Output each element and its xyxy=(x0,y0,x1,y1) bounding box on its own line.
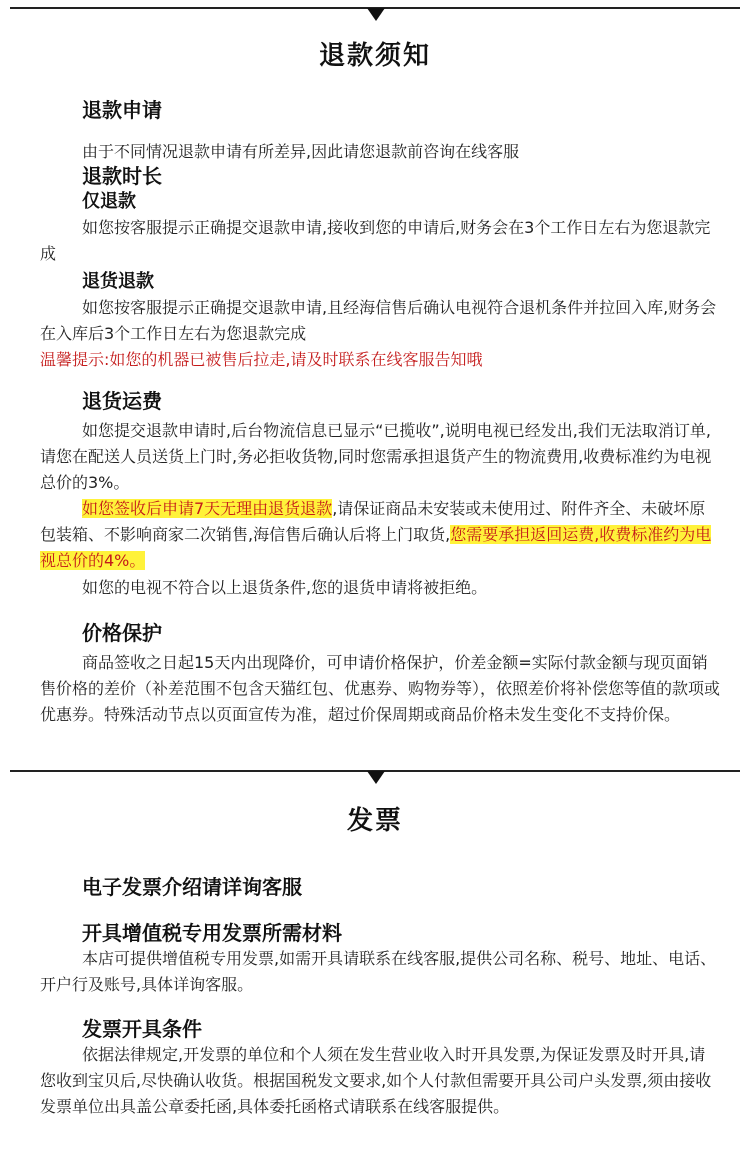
e-invoice-heading: 电子发票介绍请详询客服 xyxy=(82,875,302,899)
down-triangle-icon xyxy=(367,8,385,21)
refund-duration-heading: 退款时长 xyxy=(82,164,162,188)
refund-only-heading: 仅退款 xyxy=(82,191,136,212)
refund-notice-title: 退款须知 xyxy=(318,41,431,71)
return-shipping-para3: 如您的电视不符合以上退货条件,您的退货申请将被拒绝。 xyxy=(82,578,488,597)
return-shipping-para1: 如您提交退款申请时,后台物流信息已显示“已揽收”,说明电视已经发出,我们无法取消订单,请您在配送人员送货上门时,务必拒收货物,同时您需承担退货产生的物流费用,收费标准约为电视总价的3%。 xyxy=(40,421,712,492)
vat-invoice-heading: 开具增值税专用发票所需材料 xyxy=(82,921,342,945)
down-triangle-icon xyxy=(367,771,385,784)
return-shipping-heading: 退货运费 xyxy=(82,389,162,413)
vat-invoice-text: 本店可提供增值税专用发票,如需开具请联系在线客服,提供公司名称、税号、地址、电话、开户行及账号,具体详询客服。 xyxy=(40,949,717,994)
refund-warning-text: 温馨提示:如您的机器已被售后拉走,请及时联系在线客服告知哦 xyxy=(40,350,483,369)
price-protection-heading: 价格保护 xyxy=(82,621,162,645)
invoice-conditions-text: 依据法律规定,开发票的单位和个人须在发生营业收入时开具发票,为保证发票及时开具,请您收到宝贝后,尽快确认收货。根据国税发文要求,如个人付款但需要开具公司户头发票,须由接收发票单位出具盖公章委托函,具体委托函格式请联系在线客服提供。 xyxy=(40,1045,712,1116)
price-protection-text: 商品签收之日起15天内出现降价，可申请价格保护，价差金额=实际付款金额与现页面销售价格的差价（补差范围不包含天猫红包、优惠券、购物券等），依照差价将补偿您等值的款项或优惠券。特殊活动节点以页面宣传为准，超过价保周期或商品价格未发生变化不支持价保。 xyxy=(40,653,721,724)
refund-apply-heading: 退款申请 xyxy=(82,98,162,122)
refund-only-text: 如您按客服提示正确提交退款申请,接收到您的申请后,财务会在3个工作日左右为您退款完成 xyxy=(40,218,711,263)
return-refund-heading: 退货退款 xyxy=(82,271,154,292)
seven-day-highlight: 如您签收后申请7天无理由退货退款 xyxy=(82,499,333,518)
return-shipping-para2: 如您签收后申请7天无理由退货退款,请保证商品未安装或未使用过、附件齐全、未破坏原包装箱、不影响商家二次销售,海信售后确认后将上门取货,您需要承担返回运费,收费标准约为电视总价的4%。 xyxy=(40,499,712,570)
refund-apply-text: 由于不同情况退款申请有所差异,因此请您退款前咨询在线客服 xyxy=(82,142,520,161)
return-refund-text: 如您按客服提示正确提交退款申请,且经海信售后确认电视符合退机条件并拉回入库,财务会在入库后3个工作日左右为您退款完成 xyxy=(40,298,717,343)
invoice-title: 发票 xyxy=(346,806,403,836)
return-fee-highlight: 您需要承担返回运费,收费标准约为电视总价的4%。 xyxy=(40,525,712,570)
invoice-conditions-heading: 发票开具条件 xyxy=(82,1017,202,1041)
